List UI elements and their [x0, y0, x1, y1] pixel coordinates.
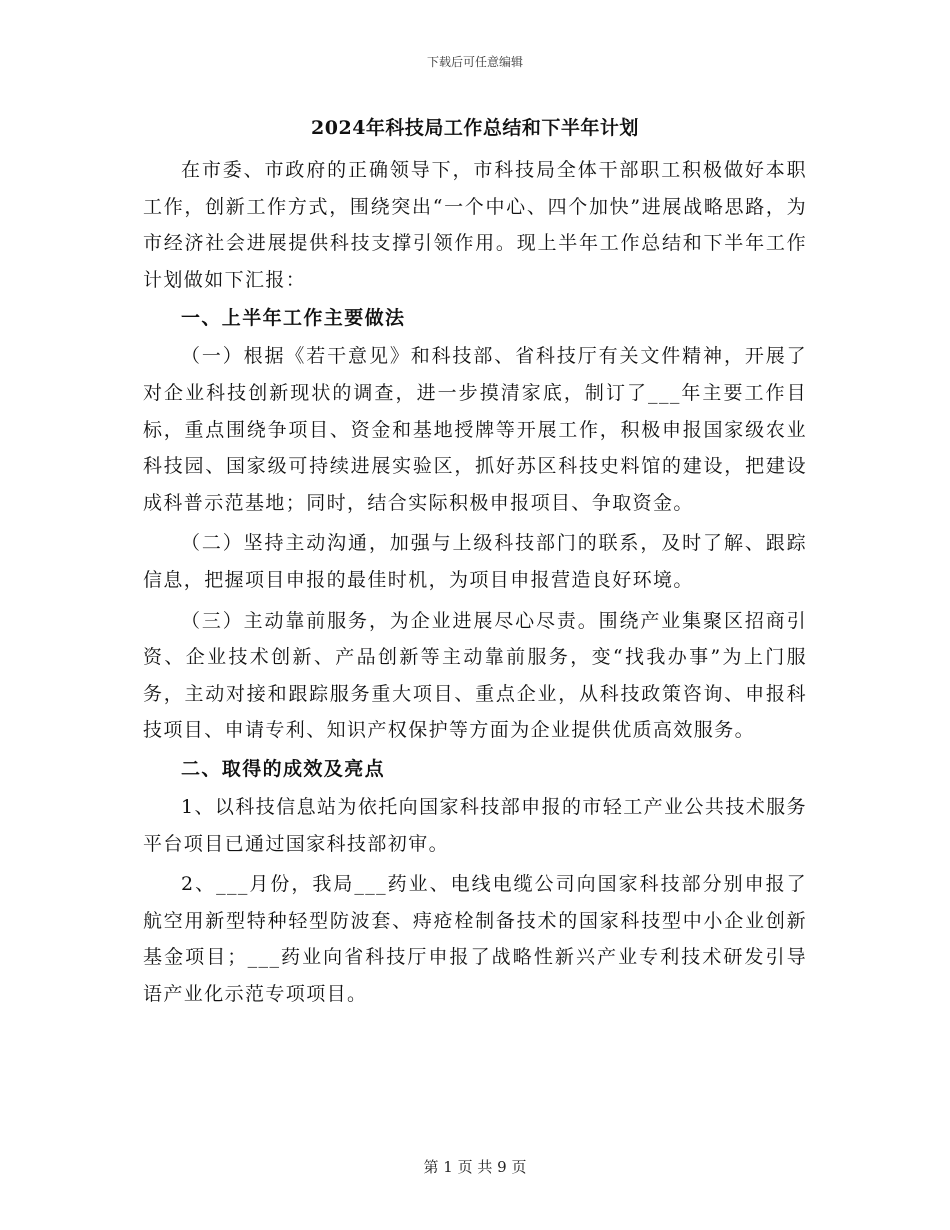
- page-footer: 第 1 页 共 9 页: [423, 1158, 527, 1176]
- intro-paragraph: 在市委、市政府的正确领导下，市科技局全体干部职工积极做好本职工作，创新工作方式，围绕突出“一个中心、四个加快”进展战略思路，为市经济社会进展提供科技支撑引领作用。现上半年工作总结和下半年工作计划做如下汇报：: [143, 159, 807, 291]
- document-title: 2024年科技局工作总结和下半年计划: [311, 117, 639, 139]
- document-body: [143, 110, 807, 1012]
- section-2-paragraph-1: 1、以科技信息站为依托向国家科技部申报的市轻工产业公共技术服务平台项目已通过国家科技部初审。: [143, 795, 807, 855]
- section-1-paragraph-3: （三）主动靠前服务，为企业进展尽心尽责。围绕产业集聚区招商引资、企业技术创新、产品创新等主动靠前服务，变“找我办事”为上门服务，主动对接和跟踪服务重大项目、重点企业，从科技政策咨询、申报科技项目、申请专利、知识产权保护等方面为企业提供优质高效服务。: [143, 609, 807, 742]
- section-2-heading: 二、取得的成效及亮点: [181, 757, 386, 780]
- section-1-paragraph-2: （二）坚持主动沟通，加强与上级科技部门的联系，及时了解、跟踪信息，把握项目申报的最佳时机，为项目申报营造良好环境。: [143, 532, 807, 591]
- section-1-paragraph-1: （一）根据《若干意见》和科技部、省科技厅有关文件精神，开展了对企业科技创新现状的调查，进一步摸清家底，制订了___年主要工作目标，重点围绕争项目、资金和基地授牌等开展工作，积极申报国家级农业科技园、国家级可持续进展实验区，抓好苏区科技史料馆的建设，把建设成科普示范基地；同时，结合实际积极申报项目、争取资金。: [143, 345, 807, 514]
- section-1-heading: 一、上半年工作主要做法: [181, 307, 406, 330]
- header-note: 下载后可任意编辑: [426, 55, 523, 69]
- section-2-paragraph-2: 2、___月份，我局___药业、电线电缆公司向国家科技部分别申报了航空用新型特种轻型防波套、痔疮栓制备技术的国家科技型中小企业创新基金项目；___药业向省科技厅申报了战略性新兴产业专利技术研发引导语产业化示范专项项目。: [143, 873, 807, 1005]
